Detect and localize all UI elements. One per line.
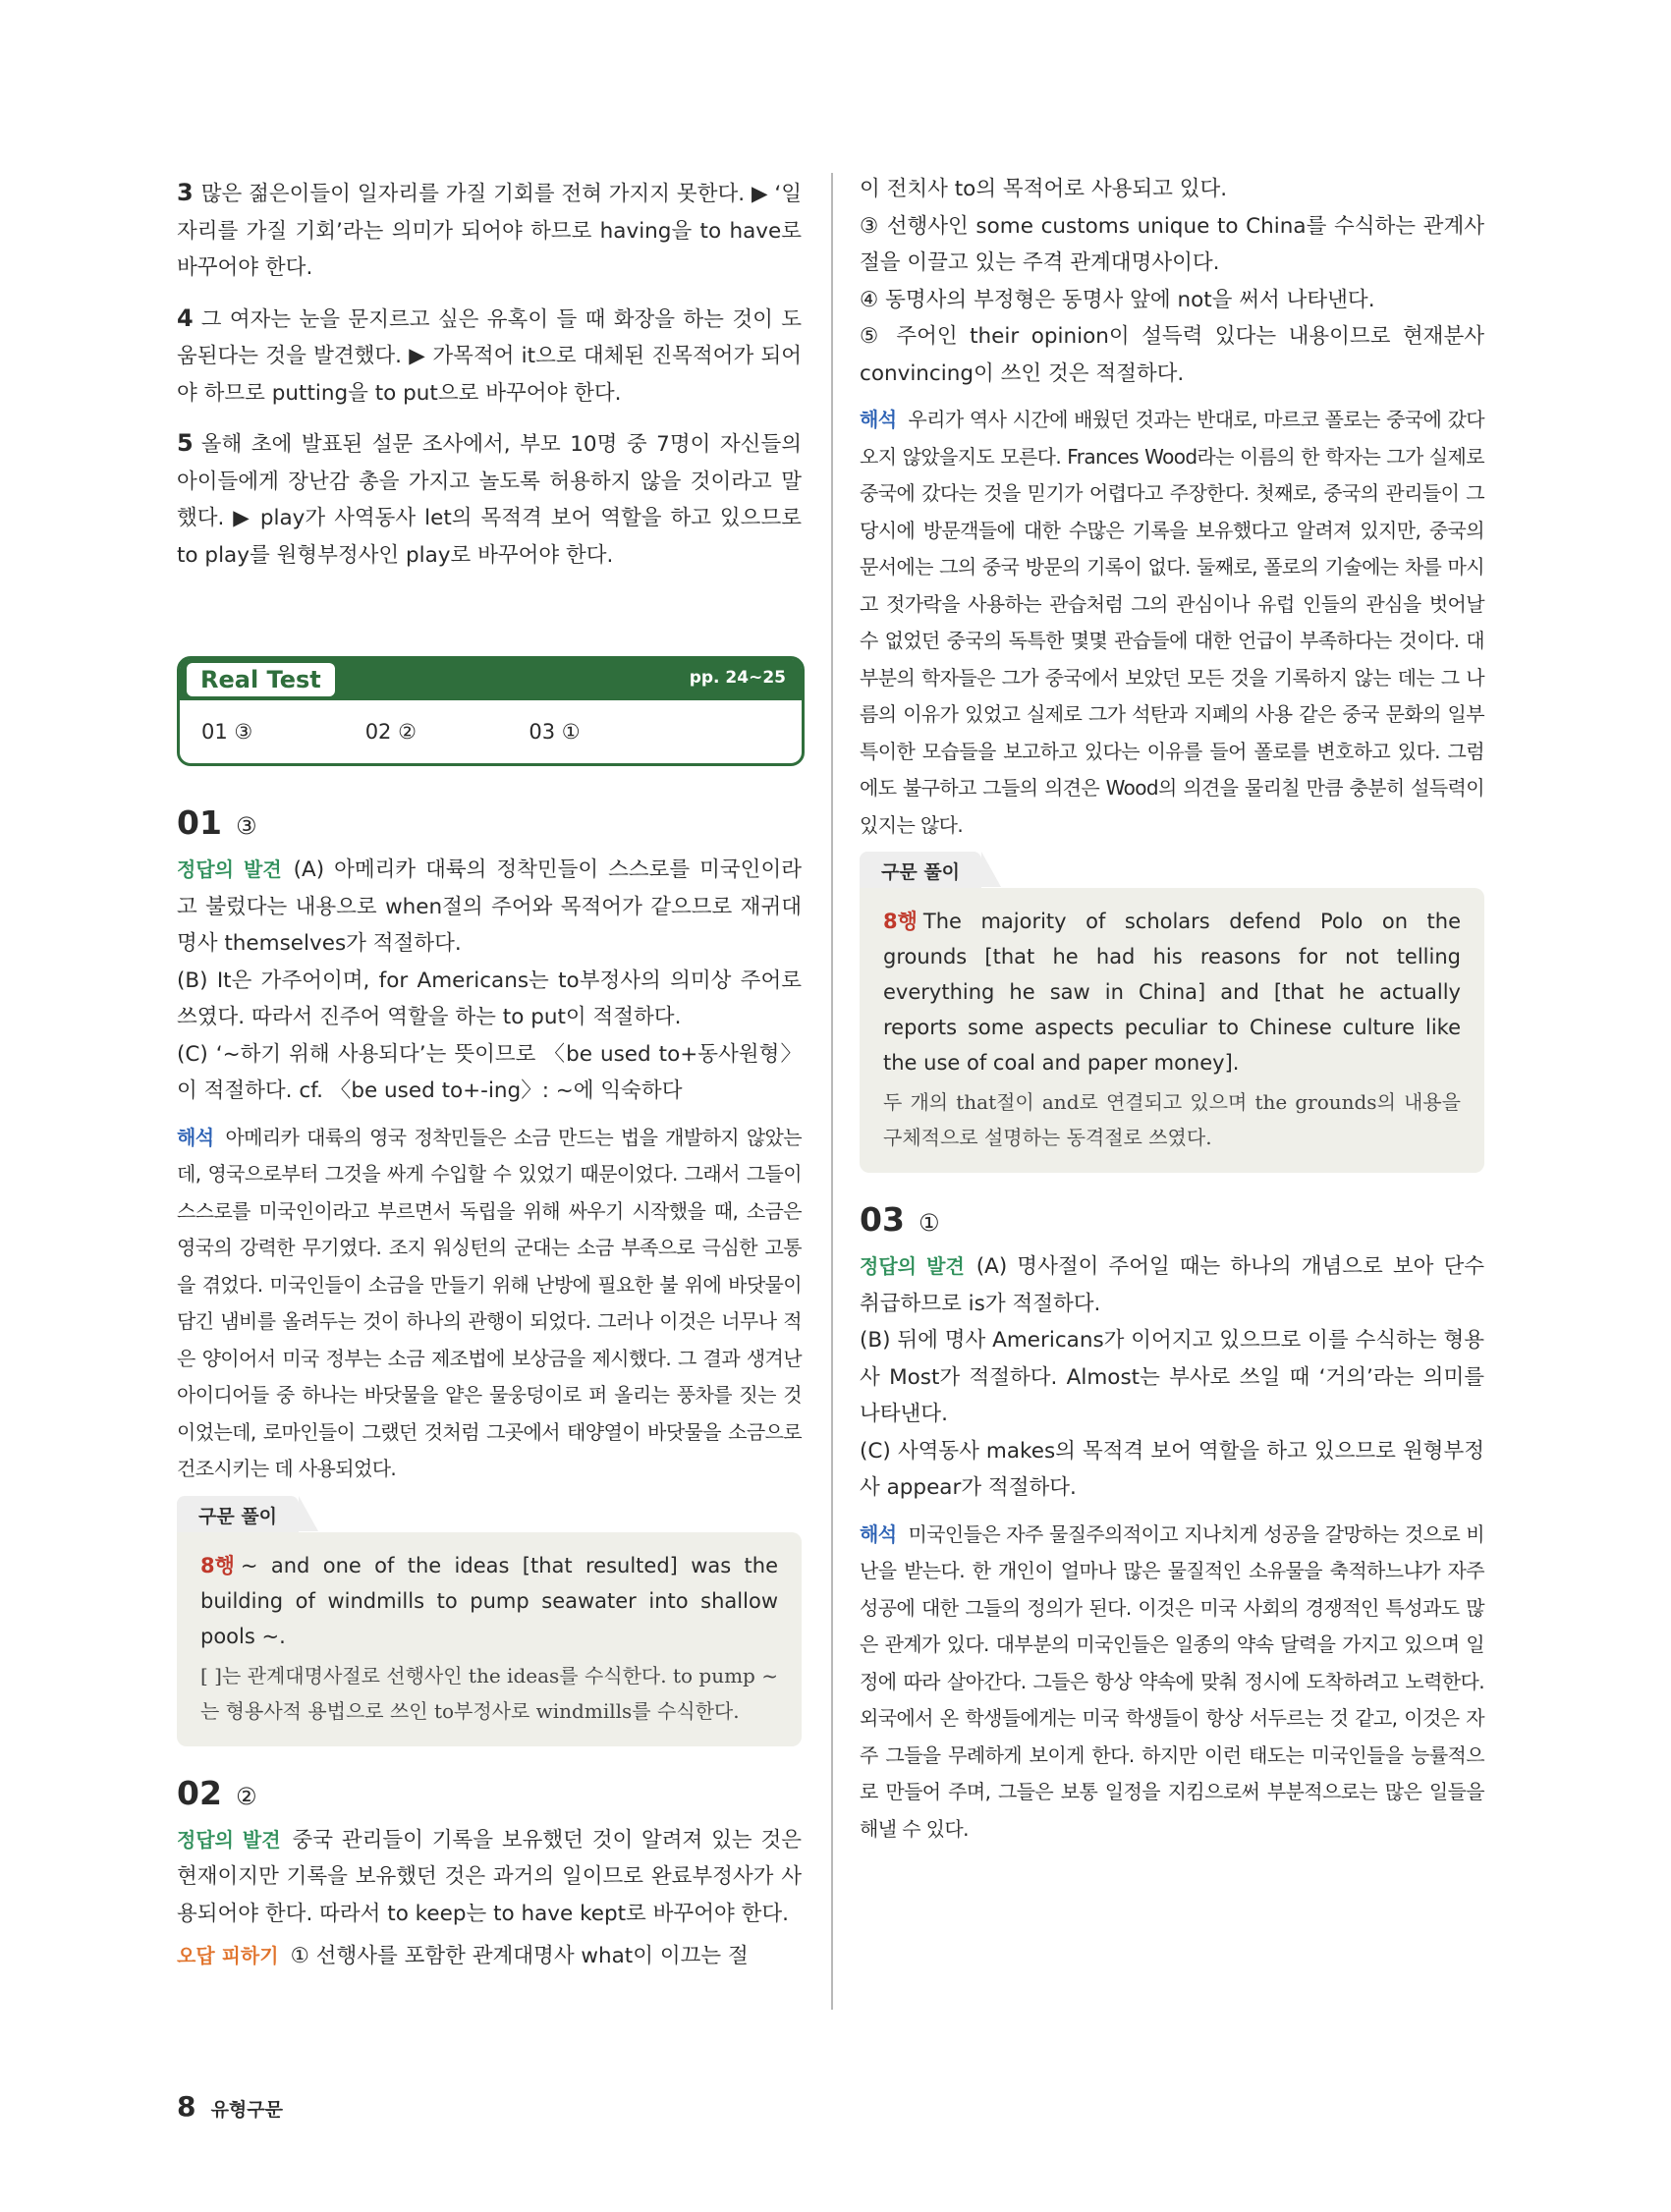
- real-test-pages: pp. 24~25: [689, 668, 786, 688]
- footer-title: 유형구문: [210, 2099, 283, 2121]
- item-4: 4 그 여자는 눈을 문지르고 싶은 유혹이 들 때 화장을 하는 것이 도움된다는 것을 발견했다. ▶ 가목적어 it으로 대체된 진목적어가 되어야 하므로 putting을 to put으로 바꾸어야 한다.: [177, 304, 802, 406]
- q02-translation: 해석 우리가 역사 시간에 배웠던 것과는 반대로, 마르코 폴로는 중국에 갔다 오지 않았을지도 모른다. Frances Wood라는 이름의 한 학자는 그가 실제로 중국에 갔다는 것을 믿기가 어렵다고 주장한다. 첫째로, 중국의 관리들이 그 당시에 방문객들에 대한 수많은 기록을 보유했다고 알려져 있지만, 중국의 문서에는 그의 중국 방문의 기록이 없다. 둘째로, 폴로의 기술에는 차를 마시고 젓가락을 사용하는 관습처럼 그의 관심이나 유럽 인들의 관심을 벗어날 수 없었던 중국의 독특한 몇몇 관습들에 대한 언급이 부족하다는 것이다. 대부분의 학자들은 그가 중국에서 보았던 모든 것을 기록하지 않는 데는 그 나름의 이유가 있었고 실제로 그가 석탄과 지폐의 사용 같은 중국 문화의 일부 특이한 모습들을 보고하고 있다는 이유를 들어 폴로를 변호하고 있다. 그럼에도 불구하고 그들의 의견은 Wood의 의견을 물리칠 만큼 충분히 설득력이 있지는 않다.: [860, 408, 1484, 837]
- left-column: [177, 175, 802, 587]
- q02-answer: ②: [235, 1782, 257, 1810]
- item-5: 5 올해 초에 발표된 설문 조사에서, 부모 10명 중 7명이 자신들의 아이들에게 장난감 총을 가지고 놀도록 허용하지 않을 것이라고 말했다. ▶ play가 사역동사 let의 목적격 보어 역할을 하고 있으므로 to play를 원형부정사인 play로 바꾸어야 한다.: [177, 429, 802, 568]
- q02-answer-text: 정답의 발견 중국 관리들이 기록을 보유했던 것이 알려져 있는 것은 현재이지만 기록을 보유했던 것은 과거의 일이므로 완료부정사가 사용되어야 한다. 따라서 to keep는 to have kept로 바꾸어야 한다.: [177, 1827, 802, 1926]
- q03-answer-line-b: (B) 뒤에 명사 Americans가 이어지고 있으므로 이를 수식하는 형용사 Most가 적절하다. Almost는 부사로 쓰일 때 ‘거의’라는 의미를 나타낸다.: [860, 1328, 1484, 1426]
- q01-translation: 해석 아메리카 대륙의 영국 정착민들은 소금 만드는 법을 개발하지 않았는데, 영국으로부터 그것을 싸게 수입할 수 있었기 때문이었다. 그래서 그들이 스스로를 미국인이라고 부르면서 독립을 위해 싸우기 시작했을 때, 소금은 영국의 강력한 무기였다. 조지 워싱턴의 군대는 소금 부족으로 극심한 고통을 겪었다. 미국인들이 소금을 만들기 위해 난방에 필요한 불 위에 바닷물이 담긴 냄비를 올려두는 것이 하나의 관행이 되었다. 그러나 이것은 너무나 적은 양이어서 미국 정부는 소금 제조법에 보상금을 제시했다. 그 결과 생겨난 아이디어들 중 하나는 바닷물을 얕은 물웅덩이로 퍼 올리는 풍차를 짓는 것이었는데, 로마인들이 그랬던 것처럼 그곳에서 태양열이 바닷물을 소금으로 건조시키는 데 사용되었다.: [177, 1125, 802, 1480]
- q02-number: 02: [177, 1773, 222, 1812]
- q02-cont-1: 이 전치사 to의 목적어로 사용되고 있다.: [860, 177, 1228, 201]
- item-3: 3 많은 젊은이들이 일자리를 가질 기회를 전혀 가지지 못한다. ▶ ‘일자리를 가질 기회’라는 의미가 되어야 하므로 having을 to have로 바꾸어야 한다.: [177, 179, 802, 280]
- q02-grammar-sentence: 8행 The majority of scholars defend Polo on the grounds [that he had his reasons for not telling everything he saw in China] and [that he actually reports some aspects peculiar to Chinese culture like the use of coal and paper money].: [883, 910, 1461, 1075]
- q01-grammar-note: [ ]는 관계대명사절로 선행사인 the ideas를 수식한다. to pump ~는 형용사적 용법으로 쓰인 to부정사로 windmills를 수식한다.: [200, 1663, 778, 1723]
- page-number: 8: [177, 2090, 196, 2123]
- q02-avoid: 오답 피하기 ① 선행사를 포함한 관계대명사 what이 이끄는 절: [177, 1944, 749, 1968]
- answer-03: 03 ①: [529, 720, 581, 744]
- q02-grammar-note: 두 개의 that절이 and로 연결되고 있으며 the grounds의 내용을 구체적으로 설명하는 동격절로 쓰였다.: [883, 1090, 1461, 1149]
- q03-answer: ①: [918, 1209, 940, 1237]
- answer-01: 01 ③: [201, 720, 253, 744]
- q03-translation: 해석 미국인들은 자주 물질주의적이고 지나치게 성공을 갈망하는 것으로 비난을 받는다. 한 개인이 얼마나 많은 물질적인 소유물을 축적하느냐가 자주 성공에 대한 그들의 정의가 된다. 이것은 미국 사회의 경쟁적인 특성과도 많은 관계가 있다. 대부분의 미국인들은 일종의 약속 달력을 가지고 있으며 일정에 따라 살아간다. 그들은 항상 약속에 맞춰 정시에 도착하려고 노력한다. 외국에서 온 학생들에게는 미국 학생들이 항상 서두르는 것 같고, 이것은 자주 그들을 무례하게 보이게 한다. 하지만 이런 태도는 미국인들을 능률적으로 만들어 주며, 그들은 보통 일정을 지킴으로써 부분적으로는 많은 일들을 해낼 수 있다.: [860, 1521, 1484, 1841]
- left-column-lower: [177, 803, 802, 1989]
- question-01: [177, 803, 802, 1746]
- q02-cont-5: ⑤ 주어인 their opinion이 설득력 있다는 내용이므로 현재분사 convincing이 쓰인 것은 적절하다.: [860, 324, 1484, 386]
- page-footer: [177, 2090, 283, 2123]
- real-test-box: [177, 656, 805, 766]
- q01-answer-line-a: 정답의 발견 (A) 아메리카 대륙의 정착민들이 스스로를 미국인이라고 불렀다는 내용으로 when절의 주어와 목적어가 같으므로 재귀대명사 themselves가 적절하다.: [177, 857, 802, 956]
- right-column: [860, 171, 1484, 1855]
- q02-cont-3: ③ 선행사인 some customs unique to China를 수식하는 관계사절을 이끌고 있는 주격 관계대명사이다.: [860, 213, 1484, 275]
- column-divider: [831, 173, 833, 2010]
- q02-grammar: [860, 852, 1484, 1173]
- q01-number: 01: [177, 803, 222, 842]
- q03-answer-line-a: 정답의 발견 (A) 명사절이 주어일 때는 하나의 개념으로 보아 단수 취급하므로 is가 적절하다.: [860, 1254, 1484, 1316]
- real-test-tag: Real Test: [187, 663, 335, 696]
- real-test-answers: [201, 720, 686, 744]
- q01-answer-line-b: (B) It은 가주어이며, for Americans는 to부정사의 의미상 주어로 쓰였다. 따라서 진주어 역할을 하는 to put이 적절하다.: [177, 968, 802, 1029]
- question-02: [177, 1774, 802, 1975]
- q01-grammar-sentence: 8행 ~ and one of the ideas [that resulted] was the building of windmills to pump seawater into shallow pools ~.: [200, 1553, 778, 1648]
- q01-grammar-tab: 구문 풀이: [177, 1496, 299, 1532]
- q02-grammar-tab: 구문 풀이: [860, 852, 981, 888]
- q03-number: 03: [860, 1200, 905, 1239]
- question-03: [860, 1200, 1484, 1848]
- q01-answer: ③: [235, 812, 257, 840]
- q01-answer-line-c: (C) ‘~하기 위해 사용되다’는 뜻이므로 〈be used to+동사원형〉이 적절하다. cf. 〈be used to+-ing〉: ~에 익숙하다: [177, 1041, 802, 1103]
- q03-answer-line-c: (C) 사역동사 makes의 목적격 보어 역할을 하고 있으므로 원형부정사 appear가 적절하다.: [860, 1438, 1484, 1500]
- q01-grammar: [177, 1496, 802, 1746]
- answer-02: 02 ②: [364, 720, 417, 744]
- q02-cont-4: ④ 동명사의 부정형은 동명사 앞에 not을 써서 나타낸다.: [860, 287, 1375, 312]
- real-test-header: [180, 659, 802, 700]
